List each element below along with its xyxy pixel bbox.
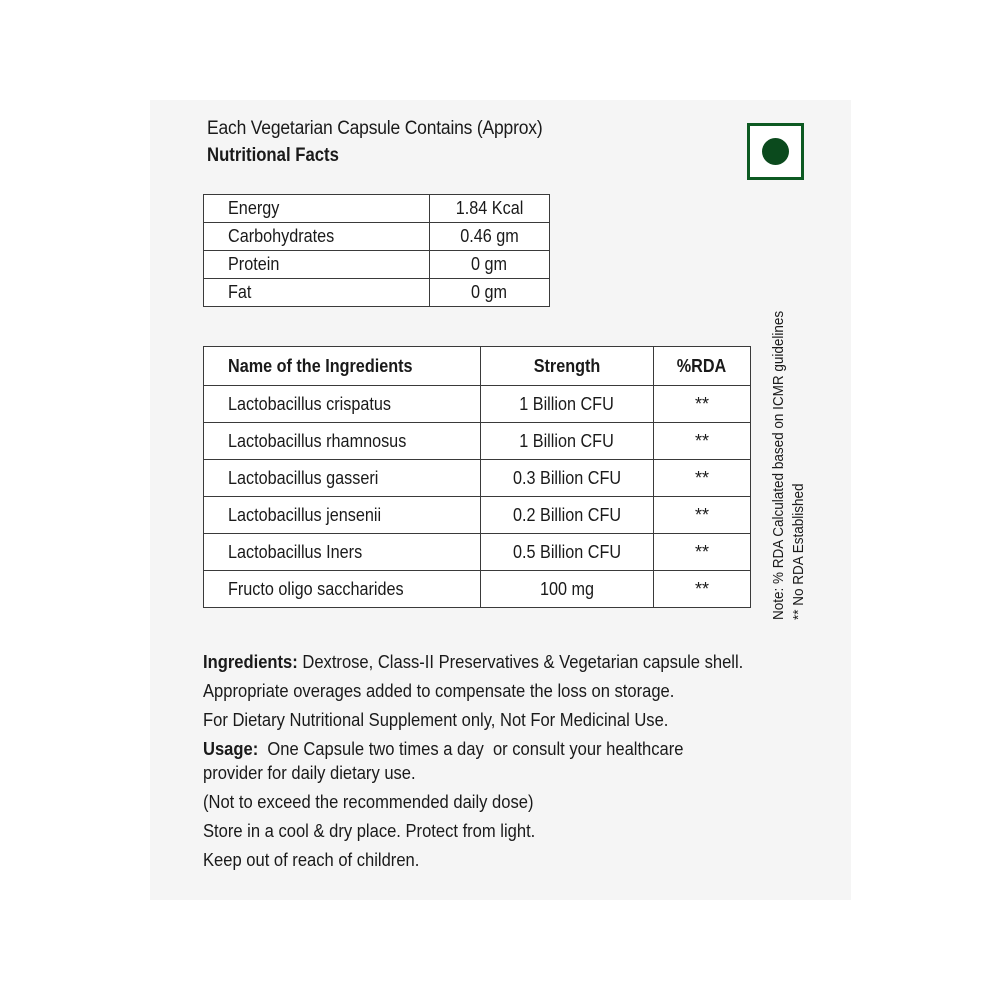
nutrient-value: 1.84 Kcal <box>455 198 524 218</box>
ingredient-name: Lactobacillus crispatus <box>228 393 391 414</box>
usage-text: One Capsule two times a day or consult your healthcare <box>258 739 684 759</box>
ingredient-strength: 1 Billion CFU <box>519 430 615 451</box>
ingredient-strength: 0.5 Billion CFU <box>512 541 622 562</box>
storage-line: Store in a cool & dry place. Protect from light. <box>203 821 536 841</box>
ingredient-strength: 1 Billion CFU <box>519 393 615 414</box>
nutrient-value: 0 gm <box>471 282 508 302</box>
column-header-rda: %RDA <box>677 355 727 376</box>
column-header-strength: Strength <box>533 355 601 376</box>
ingredients-line <box>203 650 790 674</box>
nutrient-value: 0 gm <box>471 254 508 274</box>
table-row <box>204 279 550 307</box>
usage-label: Usage: <box>203 739 259 759</box>
ingredient-rda: ** <box>694 578 709 599</box>
table-row <box>204 251 550 279</box>
ingredient-rda: ** <box>694 430 709 451</box>
column-header-name: Name of the Ingredients <box>228 355 413 376</box>
dose-line: (Not to exceed the recommended daily dose) <box>203 792 534 812</box>
overages-line: Appropriate overages added to compensate the loss on storage. <box>203 681 675 701</box>
dietary-line: For Dietary Nutritional Supplement only, Not For Medicinal Use. <box>203 710 669 730</box>
vegetarian-dot <box>762 138 789 165</box>
rda-note <box>769 276 809 620</box>
ingredient-name: Lactobacillus Iners <box>228 541 363 562</box>
rda-note-line2: ** No RDA Established <box>790 483 807 620</box>
table-row <box>204 195 550 223</box>
rda-note-line1: Note: % RDA Calculated based on ICMR guidelines <box>770 310 787 620</box>
children-warning-line: Keep out of reach of children. <box>203 850 420 870</box>
nutrient-label: Fat <box>228 282 252 302</box>
table-row <box>204 386 751 423</box>
nutrition-facts-table <box>203 194 550 307</box>
ingredient-rda: ** <box>694 467 709 488</box>
ingredients-table <box>203 346 751 608</box>
ingredient-rda: ** <box>694 504 709 525</box>
capsule-contents-heading: Each Vegetarian Capsule Contains (Approx) <box>207 118 543 139</box>
ingredient-name: Fructo oligo saccharides <box>228 578 404 599</box>
ingredient-rda: ** <box>694 541 709 562</box>
ingredient-rda: ** <box>694 393 709 414</box>
ingredient-name: Lactobacillus rhamnosus <box>228 430 407 451</box>
ingredients-label: Ingredients: <box>203 652 298 672</box>
table-row <box>204 571 751 608</box>
nutrient-label: Energy <box>228 198 280 218</box>
ingredient-strength: 0.2 Billion CFU <box>512 504 622 525</box>
table-row <box>204 460 751 497</box>
usage-line <box>203 737 725 761</box>
table-row <box>204 423 751 460</box>
ingredient-strength: 0.3 Billion CFU <box>512 467 622 488</box>
nutrient-label: Carbohydrates <box>228 226 335 246</box>
vegetarian-mark-icon <box>747 123 804 180</box>
ingredient-strength: 100 mg <box>539 578 595 599</box>
nutrient-label: Protein <box>228 254 280 274</box>
table-row <box>204 223 550 251</box>
table-header-row <box>204 347 751 386</box>
nutrient-value: 0.46 gm <box>460 226 519 246</box>
ingredient-name: Lactobacillus jensenii <box>228 504 382 525</box>
nutritional-facts-heading: Nutritional Facts <box>207 145 339 166</box>
usage-line-2: provider for daily dietary use. <box>203 763 416 783</box>
table-row <box>204 497 751 534</box>
table-row <box>204 534 751 571</box>
ingredients-text: Dextrose, Class-II Preservatives & Vegetarian capsule shell. <box>297 652 744 672</box>
ingredient-name: Lactobacillus gasseri <box>228 467 379 488</box>
